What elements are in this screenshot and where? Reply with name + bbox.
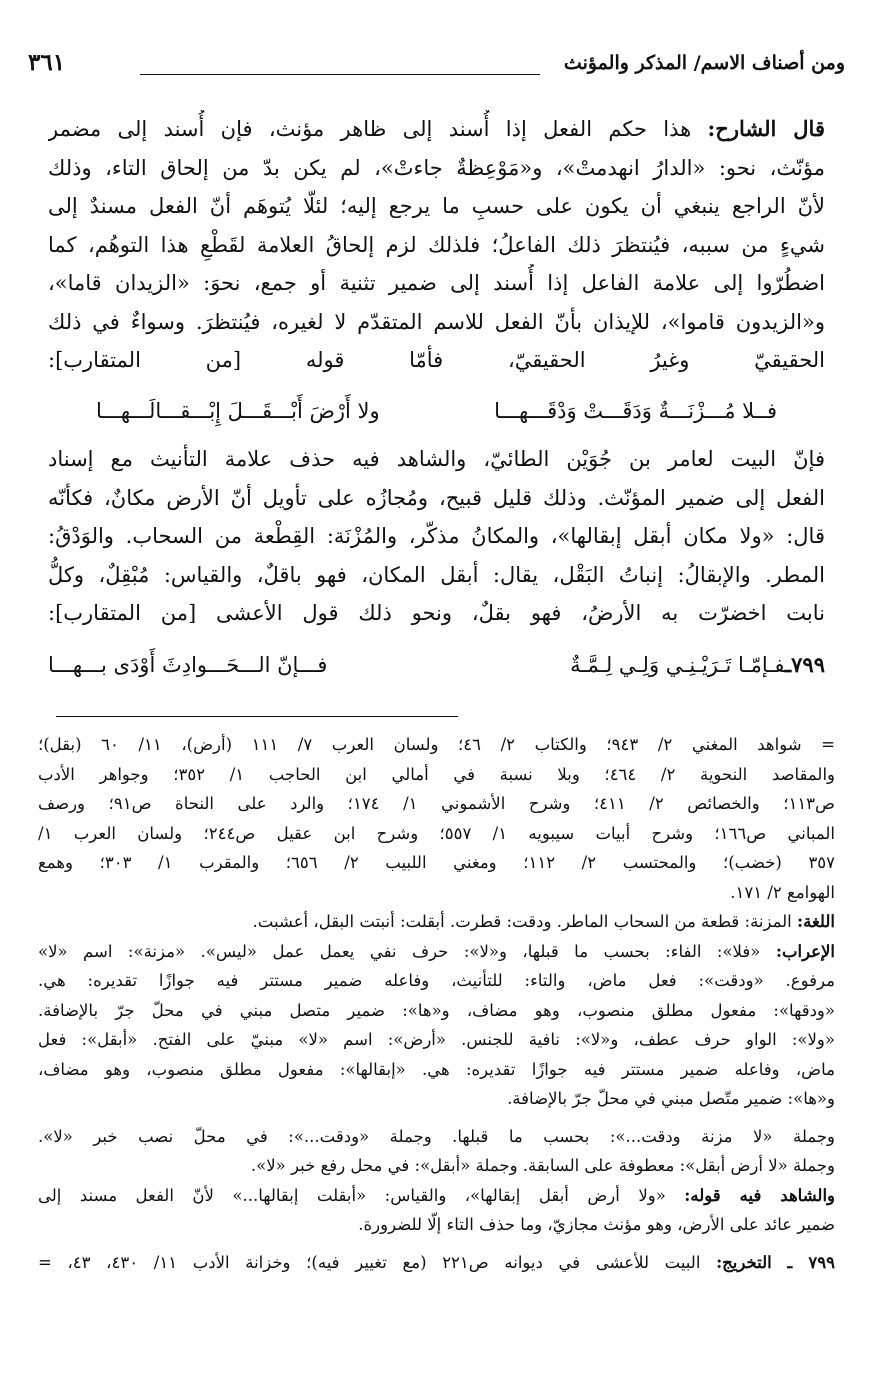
- takhrij-number: ٧٩٩ ـ: [787, 1252, 835, 1272]
- text-line: فإنّ البيت لعامر بن جُوَيْن الطائيّ، والشاهد فيه حذف علامة التأنيث مع إسناد: [48, 447, 825, 471]
- footnote-separator: [56, 716, 458, 717]
- text-line: نابت اخضرّت به الأرضُ، فهو بقلٌ، ونحو ذلك قول الأعشى [من المتقارب]:: [48, 601, 825, 625]
- footnote-line: المباني ص١٦٦؛ وشرح أبيات سيبويه ١/ ٥٥٧؛ وشرح ابن عقيل ص٢٤٤؛ ولسان العرب ١/: [38, 823, 835, 843]
- irab-label: الإعراب:: [775, 941, 835, 961]
- footnote-line: ضمير عائد على الأرض، وهو مؤنث مجازيّ، وما حذف التاء إلّا للضرورة.: [358, 1215, 835, 1234]
- footnote-line: «ودقها»: مفعول مطلق منصوب، وهو مضاف، و«ها»: ضمير متصل مبني في محلّ جرّ بالإضافة.: [38, 1000, 835, 1020]
- verse-number: ٧٩٩ـ: [785, 652, 825, 677]
- shahid-text: «ولا أرض أبقل إبقالها»، والقياس: «أبقلت إبقالها...» لأنّ الفعل مسند إلى: [38, 1185, 666, 1205]
- text-line: مؤنّث، نحو: «الدارُ انهدمتْ»، و«مَوْعِظةٌ جاءتْ»، لم يكن بدّ من إلحاق التاء، وذلك: [48, 155, 825, 180]
- spacer: [38, 1240, 835, 1248]
- text-line-content: هذا حكم الفعل إذا أُسند إلى ظاهر مؤنث، فإن أُسند إلى مضمر: [48, 117, 692, 141]
- footnote-line: مرفوع. «ودقت»: فعل ماض، والتاء: للتأنيث، وفاعله ضمير مستتر فيه جوازًا تقديره: هي.: [38, 971, 835, 990]
- text-line: لأنّ الراجع ينبغي أن يكون على حسبِ ما يرجع إليه؛ لئلّا يُتوهَم أنّ الفعل مسندٌ إلى: [48, 194, 825, 218]
- footnote-takhrij: [38, 1248, 835, 1278]
- speaker-label: قال الشارح:: [707, 116, 825, 141]
- verse-hemistich-right: فـإمّـا تَـرَيْـنِـي وَلِـي لِـمَّـةٌ: [570, 653, 785, 677]
- page-header: [28, 49, 845, 92]
- text-line: الفعل إلى ضمير المؤنّث. وذلك قليل قبيح، ومُجازُه على تأويل أنّ الأرض مكانٌ، فكأنّه: [48, 485, 825, 510]
- text-line: و«الزيدون قاموا»، للإيذان بأنّ الفعل للاسم المتقدّم لا لغيره، فيُنتظرَ. وسواءٌ في ذلك: [48, 309, 825, 334]
- footnote-line: الهوامع ٢/ ١٧١.: [730, 882, 835, 902]
- running-title: ومن أصناف الاسم/ المذكر والمؤنث: [563, 52, 845, 74]
- lugha-label: اللغة:: [797, 912, 835, 931]
- footnote-lugha: [38, 907, 835, 937]
- verse-hemistich-left: فـــإنّ الـــحَـــوادِثَ أَوْدَى بـــهـــا: [48, 653, 328, 677]
- text-line: الحقيقيّ وغيرُ الحقيقيّ، فأمّا قوله [من المتقارب]:: [48, 348, 825, 372]
- footnote-line: ماض، وفاعله ضمير مستتر فيه جوازًا تقديره: هي. «إبقالها»: مفعول مطلق منصوب، وهو مضاف،: [38, 1059, 835, 1079]
- footnote-line: = شواهد المغني ٢/ ٩٤٣؛ والكتاب ٢/ ٤٦؛ ولسان العرب ٧/ ١١١ (أرض)، ١١/ ٦٠ (بقل)؛: [38, 735, 835, 754]
- text-line: اضطُرّوا إلى علامة الفاعل إذا أُسند إلى ضمير تثنية أو جمع، نحوَ: «الزيدان قاما»،: [48, 271, 825, 295]
- takhrij-text: البيت للأعشى في ديوانه ص٢٢١ (مع تغيير فيه)؛ وخزانة الأدب ١١/ ٤٣٠، ٤٣، =: [38, 1252, 701, 1272]
- spacer: [38, 1114, 835, 1122]
- footnote-line: ص١١٣؛ والخصائص ٢/ ٤١١؛ وشرح الأشموني ١/ ١٧٤؛ والرد على النحاة ص٩١؛ ورصف: [38, 794, 835, 813]
- takhrij-label: التخريج:: [716, 1252, 772, 1272]
- verse-hemistich-left: ولا أَرْضَ أَبْـــقَـــلَ إِبْـــقـــالَـــهـــا: [96, 399, 380, 423]
- footnote-line: «ولا»: الواو حرف عطف، و«لا»: نافية للجنس. «أرض»: اسم «لا» مبنيّ على الفتح. «أبقل»: فعل: [38, 1030, 835, 1049]
- footnote-line: ٣٥٧ (خضب)؛ والمحتسب ٢/ ١١٢؛ ومغني اللبيب ٢/ ٦٥٦؛ والمقرب ١/ ٣٠٣؛ وهمع: [38, 853, 835, 872]
- text-line: المطر. والإبقالُ: إنباتُ البَقْل، يقال: أبقل المكان، فهو باقلٌ، والقياس: مُبْقِلٌ، وكلُّ: [48, 562, 825, 587]
- main-text: [48, 110, 825, 380]
- verse-numbered-right: [570, 646, 825, 684]
- footnote-irab: [38, 937, 835, 967]
- text-line: قال: «ولا مكان أبقل إبقالها»، والمكانُ مذكّر، والمُزْنَة: القِطْعة من السحاب. والوَدْقُ:: [48, 524, 825, 548]
- verse-hemistich-right: فــلا مُـــزْنَـــةٌ وَدَقَـــتْ وَدْقَـــهـــا: [494, 399, 777, 423]
- lugha-text: المزنة: قطعة من السحاب الماطر. ودقت: قطرت. أبقلت: أنبتت البقل، أعشبت.: [252, 912, 792, 931]
- shahid-label: والشاهد فيه قوله:: [684, 1185, 835, 1205]
- text-line: شيءٍ من سببه، فيُنتظرَ ذلك الفاعلُ؛ فلذلك لزم إلحاقُ العلامة لقَطْعِ هذا التوهُم، كما: [48, 232, 825, 257]
- footnote-line: و«ها»: ضمير متّصل مبني في محلّ جرّ بالإضافة.: [507, 1089, 835, 1108]
- footnote-jumla: وجملة «لا مزنة ودقت...»: بحسب ما قبلها. وجملة «ودقت...»: في محلّ نصب خبر «لا».: [38, 1126, 835, 1146]
- irab-text: «فلا»: الفاء: بحسب ما قبلها، و«لا»: حرف نفي يعمل عمل «ليس». «مزنة»: اسم «لا»: [38, 941, 761, 961]
- footnotes: [38, 730, 835, 1277]
- footnote-line: وجملة «لا أرض أبقل»: معطوفة على السابقة. وجملة «أبقل»: في محل رفع خبر «لا».: [250, 1156, 835, 1175]
- header-rule: [140, 74, 540, 75]
- text-line: [48, 110, 825, 149]
- footnote-line: والمقاصد النحوية ٢/ ٤٦٤؛ وبلا نسبة في أمالي ابن الحاجب ١/ ٣٥٢؛ وجواهر الأدب: [38, 764, 835, 784]
- footnote-shahid: [38, 1181, 835, 1211]
- page-number: ٣٦١: [28, 49, 66, 76]
- main-text-continued: [48, 440, 825, 633]
